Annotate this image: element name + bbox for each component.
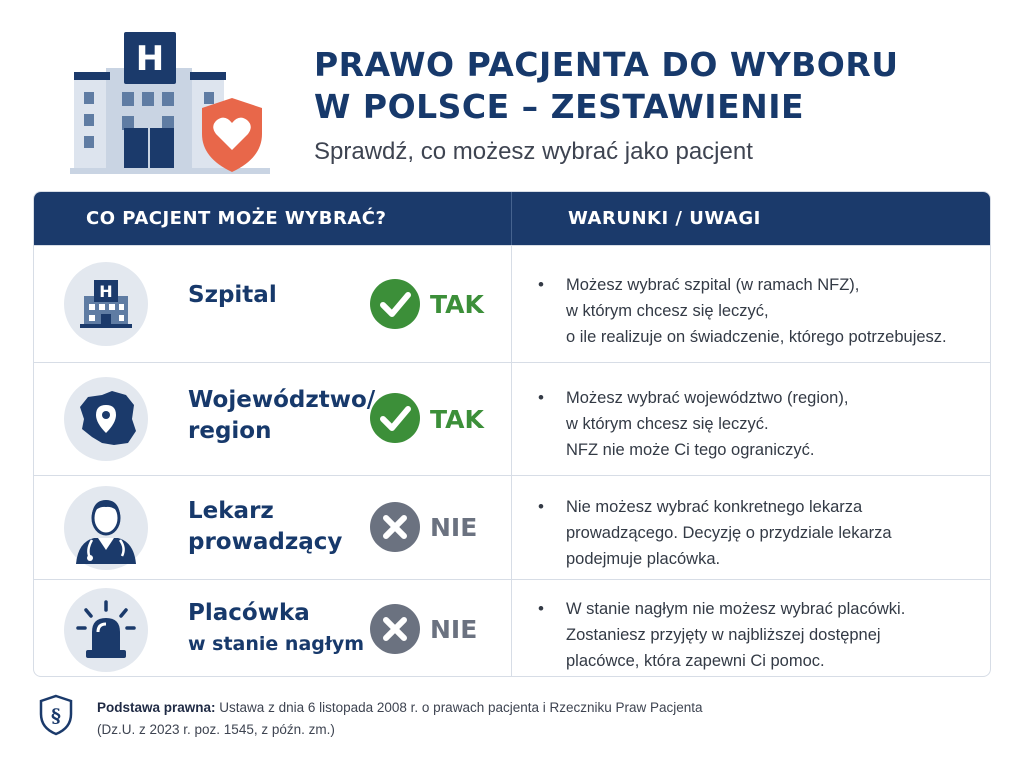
emergency-siren-icon: [64, 588, 148, 672]
legal-basis: [97, 697, 977, 741]
svg-text:H: H: [99, 282, 113, 301]
bullet: •: [538, 497, 544, 516]
svg-text:§: §: [51, 705, 61, 727]
legal-basis-label: Podstawa prawna:: [97, 700, 216, 715]
row-label-region: [188, 385, 375, 447]
row-label-line: Lekarz: [188, 498, 274, 524]
map-pin-poland-icon: [64, 377, 148, 461]
hospital-shield-heart-icon: [66, 28, 276, 178]
row-label-hospital: [188, 280, 277, 311]
table-row-region: [34, 362, 990, 475]
legal-basis-citation: (Dz.U. z 2023 r. poz. 1545, z późn. zm.): [97, 722, 335, 737]
status-badge: TAK: [430, 290, 484, 319]
bullet: •: [538, 275, 544, 294]
hospital-icon: [64, 262, 148, 346]
row-label-line: Szpital: [188, 282, 277, 308]
header-divider: [511, 192, 512, 245]
row-label-line: Województwo/: [188, 387, 376, 413]
row-label-line: w stanie nagłym: [188, 633, 365, 655]
status-badge: NIE: [430, 513, 478, 542]
table-row-emergency: [34, 579, 990, 677]
note-text: W stanie nagłym nie możesz wybrać placówki. Zostaniesz przyjęty w najbliższej dostępnej placówce, która zapewni Ci pomoc.: [566, 600, 906, 670]
x-circle-icon: [370, 502, 420, 552]
legal-basis-text: Ustawa z dnia 6 listopada 2008 r. o prawach pacjenta i Rzeczniku Praw Pacjenta: [219, 700, 703, 715]
row-label-line: Placówka: [188, 600, 310, 626]
title-line-1: PRAWO PACJENTA DO WYBORU: [314, 45, 899, 84]
note-text: Nie możesz wybrać konkretnego lekarza prowadzącego. Decyzję o przydziale lekarza podejmuje placówka.: [566, 498, 892, 568]
check-circle-icon: [370, 279, 420, 329]
column-header-conditions: WARUNKI / UWAGI: [568, 208, 761, 229]
bullet: •: [538, 388, 544, 407]
status-badge: TAK: [430, 405, 484, 434]
column-header-choice: CO PACJENT MOŻE WYBRAĆ?: [86, 208, 387, 229]
table-header: [34, 192, 990, 245]
choices-table: [33, 191, 991, 677]
svg-text:H: H: [135, 39, 165, 79]
page-subtitle: Sprawdź, co możesz wybrać jako pacjent: [314, 138, 753, 165]
doctor-stethoscope-icon: [64, 486, 148, 570]
check-circle-icon: [370, 393, 420, 443]
bullet: •: [538, 599, 544, 618]
status-badge: NIE: [430, 615, 478, 644]
title-line-2: W POLSCE – ZESTAWIENIE: [314, 87, 805, 126]
row-label-emergency: [188, 598, 364, 660]
row-label-doctor: [188, 496, 342, 558]
note-text: Możesz wybrać województwo (region), w którym chcesz się leczyć. NFZ nie może Ci tego ograniczyć.: [566, 389, 849, 459]
row-label-line: region: [188, 418, 272, 444]
x-circle-icon: [370, 604, 420, 654]
row-label-line: prowadzący: [188, 529, 343, 555]
table-row-doctor: [34, 475, 990, 579]
table-row-hospital: [34, 245, 990, 362]
paragraph-shield-icon: [38, 694, 74, 736]
page-title: [314, 44, 994, 128]
note-text: Możesz wybrać szpital (w ramach NFZ), w którym chcesz się leczyć, o ile realizuje on świadczenie, którego potrzebujesz.: [566, 276, 947, 346]
